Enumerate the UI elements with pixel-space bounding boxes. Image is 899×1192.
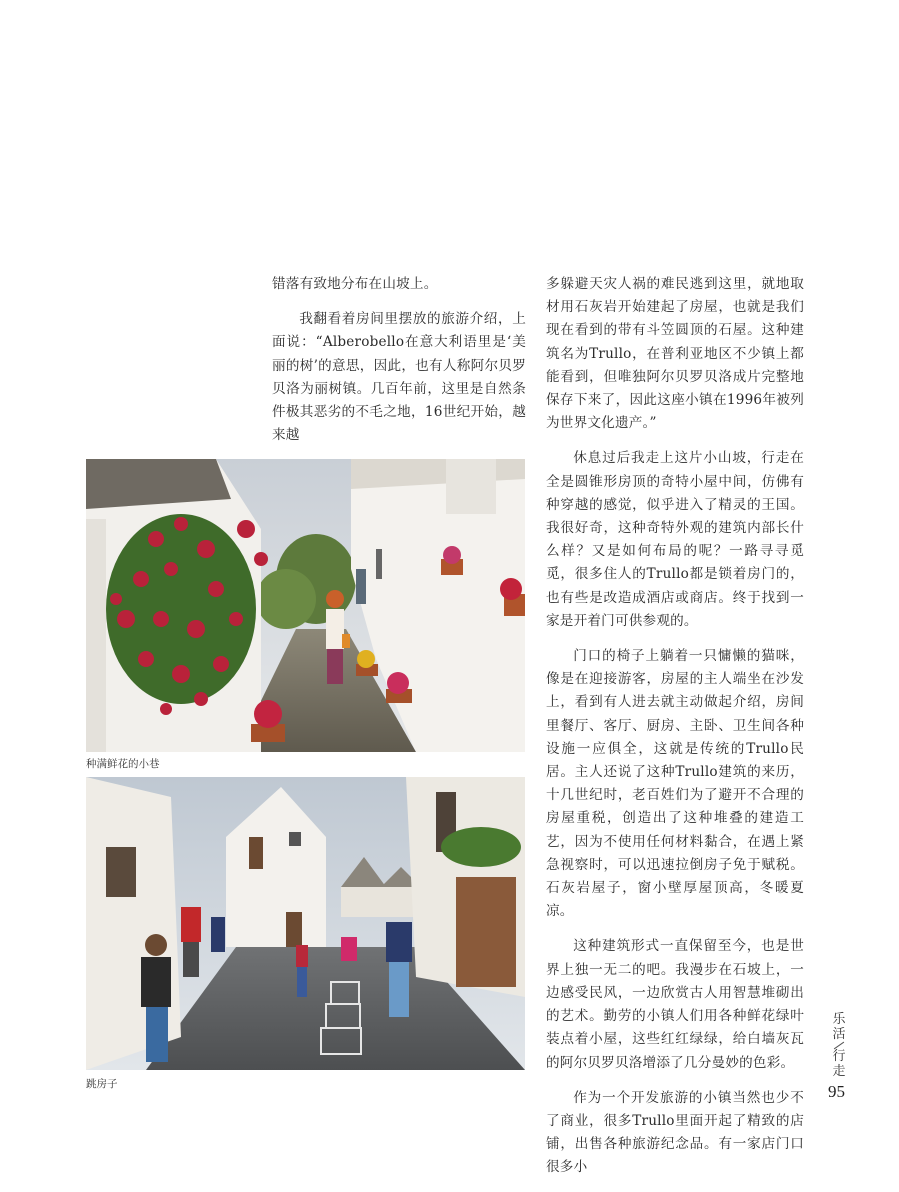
page-number: 95 xyxy=(828,1082,845,1101)
paragraph: 作为一个开发旅游的小镇当然也少不了商业，很多Trullo里面开起了精致的店铺，出售各种旅游纪念品。有一家店门口很多小 xyxy=(546,1089,804,1176)
section-tag xyxy=(832,1012,846,1079)
paragraph: 门口的椅子上躺着一只慵懒的猫咪，像是在迎接游客，房屋的主人端坐在沙发上，看到有人进去就主动做起介绍，房间里餐厅、客厅、厨房、主卧、卫生间各种设施一应俱全，这就是传统的Trullo民居。主人还说了这种Trullo建筑的来历，十几世纪时，老百姓们为了避开不合理的房屋重税，创造出了这种堆叠的建造工艺，因为不使用任何材料黏合，在遇上紧急视察时，可以迅速拉倒房子免于赋税。石灰岩屋子，窗小壁厚屋顶高，冬暖夏凉。 xyxy=(546,648,804,920)
paragraph: 多躲避天灾人祸的难民逃到这里，就地取材用石灰岩开始建起了房屋，也就是我们现在看到的带有斗笠圆顶的石屋。这种建筑名为Trullo，在普利亚地区不少镇上都能看到，但唯独阿尔贝罗贝洛成片完整地保存下来了，因此这座小镇在1996年被列为世界文化遗产。” xyxy=(546,276,804,432)
article-column-middle xyxy=(272,273,526,459)
paragraph: 这种建筑形式一直保留至今，也是世界上独一无二的吧。我漫步在石坡上，一边感受民风，一边欣赏古人用智慧堆砌出的艺术。勤劳的小镇人们用各种鲜花绿叶装点着小屋，这些红红绿绿，给白墙灰瓦的阿尔贝罗贝洛增添了几分曼妙的色彩。 xyxy=(546,938,804,1071)
section-tag-part: 行走 xyxy=(832,1049,846,1079)
photo-caption: 种满鲜花的小巷 xyxy=(86,758,160,770)
paragraph: 我翻看着房间里摆放的旅游介绍，上面说：“Alberobello在意大利语里是‘美丽的树’的意思，因此，也有人称阿尔贝罗贝洛为丽树镇。几百年前，这里是自然条件极其恶劣的不毛之地，16世纪开始，越来越 xyxy=(272,311,526,444)
section-tag-part: 乐活 xyxy=(832,1012,846,1042)
paragraph: 错落有致地分布在山坡上。 xyxy=(272,276,438,292)
flower-alley-photo xyxy=(86,459,525,752)
paragraph: 休息过后我走上这片小山坡，行走在全是圆锥形房顶的奇特小屋中间，仿佛有种穿越的感觉，似乎进入了精灵的王国。我很好奇，这种奇特外观的建筑内部长什么样？又是如何布局的呢？一路寻寻觅觅，很多住人的Trullo都是锁着房门的，也有些是改造成酒店或商店。终于找到一家是开着门可供参观的。 xyxy=(546,450,804,629)
article-column-right xyxy=(546,273,804,1192)
hopscotch-photo xyxy=(86,777,525,1070)
photo-caption: 跳房子 xyxy=(86,1078,118,1090)
